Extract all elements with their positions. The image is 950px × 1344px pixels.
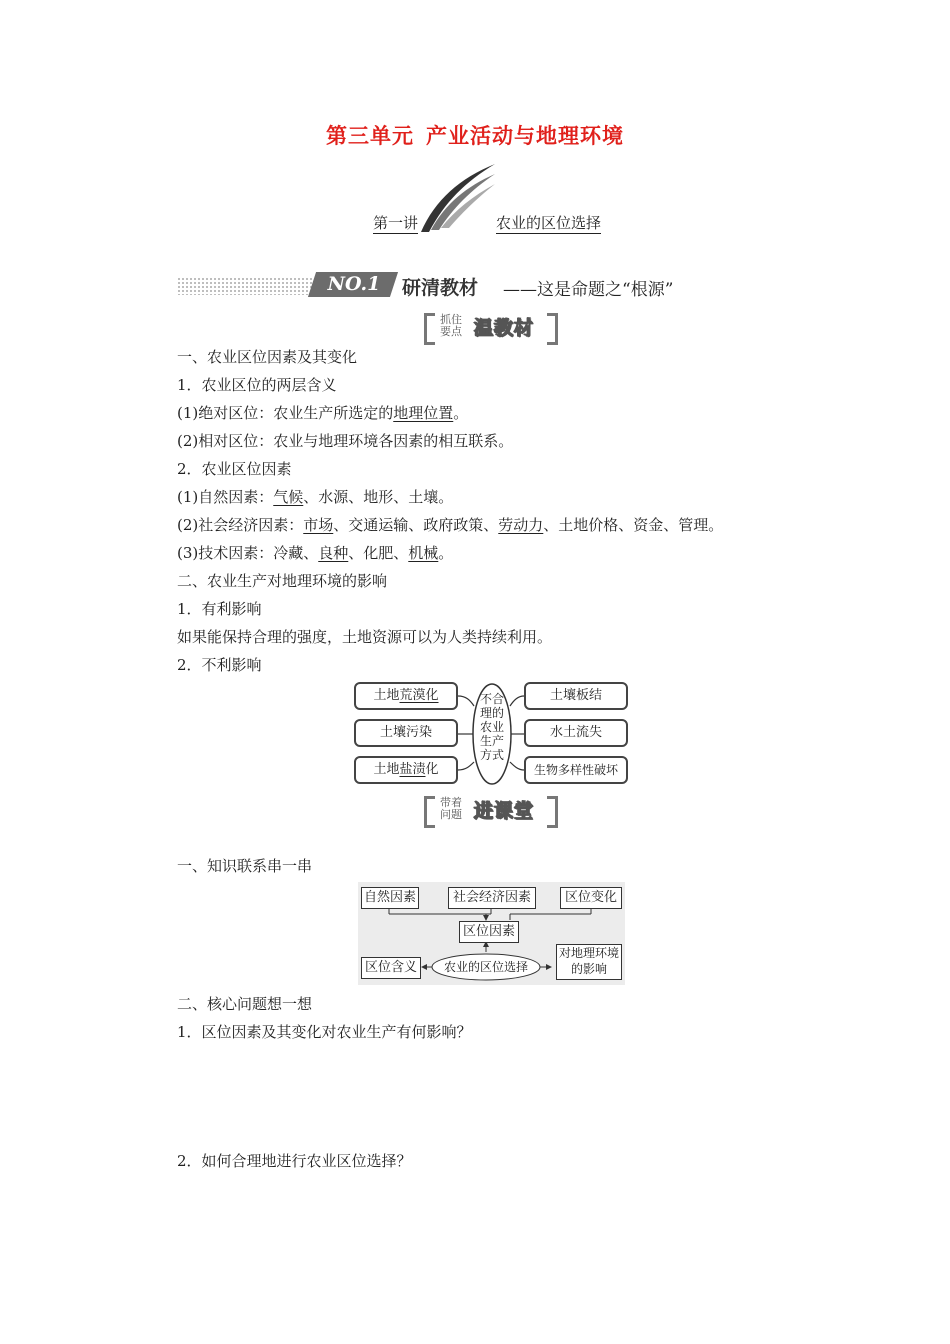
underlined-term: 市场 [303,516,334,534]
impact-left-3 [354,756,458,784]
text-run: 土地 [373,688,400,703]
section3-heading: 一、知识联系串一串 [177,857,313,875]
flow-top-mid: 社会经济因素 [448,887,536,909]
bracket-right-icon [547,796,558,828]
section1-p1b: (2)相对区位：农业与地理环境各因素的相互联系。 [177,432,514,450]
impact-diagram [354,680,630,788]
impact-right-3: 生物多样性破坏 [524,756,628,784]
flow-diagram [358,882,625,985]
impact-right-1: 土壤板结 [524,682,628,710]
banner-tagline: ——这是命题之“根源” [503,280,674,300]
section2-p1-text: 如果能保持合理的强度，土地资源可以为人类持续利用。 [177,628,553,646]
section1-p1a [177,403,468,423]
text-run: (3)技术因素：冷藏、 [177,544,319,562]
banner-heading: 研清教材 [402,277,479,299]
underlined-term: 地理位置 [393,404,454,422]
underlined-term: 盐渍 [399,762,426,777]
tag-small-bottom: 要点 [440,325,462,338]
text-run: 化 [425,762,439,777]
text-run: 土地 [373,762,400,777]
section2-p1: 1．有利影响 [177,600,262,618]
unit-title-text: 产业活动与地理环境 [426,124,624,148]
section-tag-class [424,793,558,825]
underlined-term: 机械 [408,544,439,562]
flow-top-left: 自然因素 [361,887,419,909]
tag-small-bottom: 问题 [440,808,462,821]
bracket-left-icon [424,313,435,345]
underlined-term: 劳动力 [498,516,544,534]
text-run: 。 [453,404,469,422]
flow-top-right: 区位变化 [560,887,622,909]
unit-title [0,120,950,150]
tag-big: 进课堂 [474,800,535,822]
question-1: 1．区位因素及其变化对农业生产有何影响？ [177,1023,472,1041]
text-run: 、化肥、 [348,544,409,562]
section1-p2a [177,487,453,507]
underlined-term: 气候 [273,488,304,506]
lecture-title: 农业的区位选择 [496,214,602,232]
bracket-right-icon [547,313,558,345]
bracket-left-icon [424,796,435,828]
flow-right: 对地理环境的影响 [556,944,622,980]
impact-left-1 [354,682,458,710]
underlined-term: 荒漠化 [399,688,439,703]
section1-p2b [177,515,723,535]
banner-number: NO.1 [327,273,381,295]
impact-center: 不合理的农业生产方式 [479,692,504,762]
unit-prefix: 第三单元 [326,124,414,148]
impact-left-2: 土壤污染 [354,719,458,747]
flow-left: 区位含义 [361,957,421,979]
impact-right-2: 水土流失 [524,719,628,747]
section1-p1: 1．农业区位的两层含义 [177,376,337,394]
section1-p2: 2．农业区位因素 [177,460,292,478]
text-run: 。 [438,544,454,562]
underlined-term: 良种 [318,544,349,562]
flow-middle: 区位因素 [459,921,519,943]
text-run: 、土地价格、资金、管理。 [543,516,724,534]
text-run: (1)自然因素： [177,488,274,506]
section1-heading: 一、农业区位因素及其变化 [177,348,358,366]
swoosh-decoration-icon [415,160,497,235]
section1-p2c [177,543,453,563]
text-run: (1)绝对区位：农业生产所选定的 [177,404,394,422]
section4-heading: 二、核心问题想一想 [177,995,313,1013]
text-run: (2)社会经济因素： [177,516,304,534]
text-run: 、交通运输、政府政策、 [333,516,499,534]
section-tag-review [424,310,558,342]
section2-p2: 2．不利影响 [177,656,262,674]
lecture-number: 第一讲 [373,214,419,232]
question-2: 2．如何合理地进行农业区位选择？ [177,1152,412,1170]
tag-small-top: 抓住 [440,313,462,326]
tag-big: 温教材 [474,317,535,339]
tag-small-top: 带着 [440,796,462,809]
text-run: 、水源、地形、土壤。 [303,488,454,506]
banner-dots [177,277,314,295]
section2-heading: 二、农业生产对地理环境的影响 [177,572,388,590]
flow-center: 农业的区位选择 [443,960,528,974]
